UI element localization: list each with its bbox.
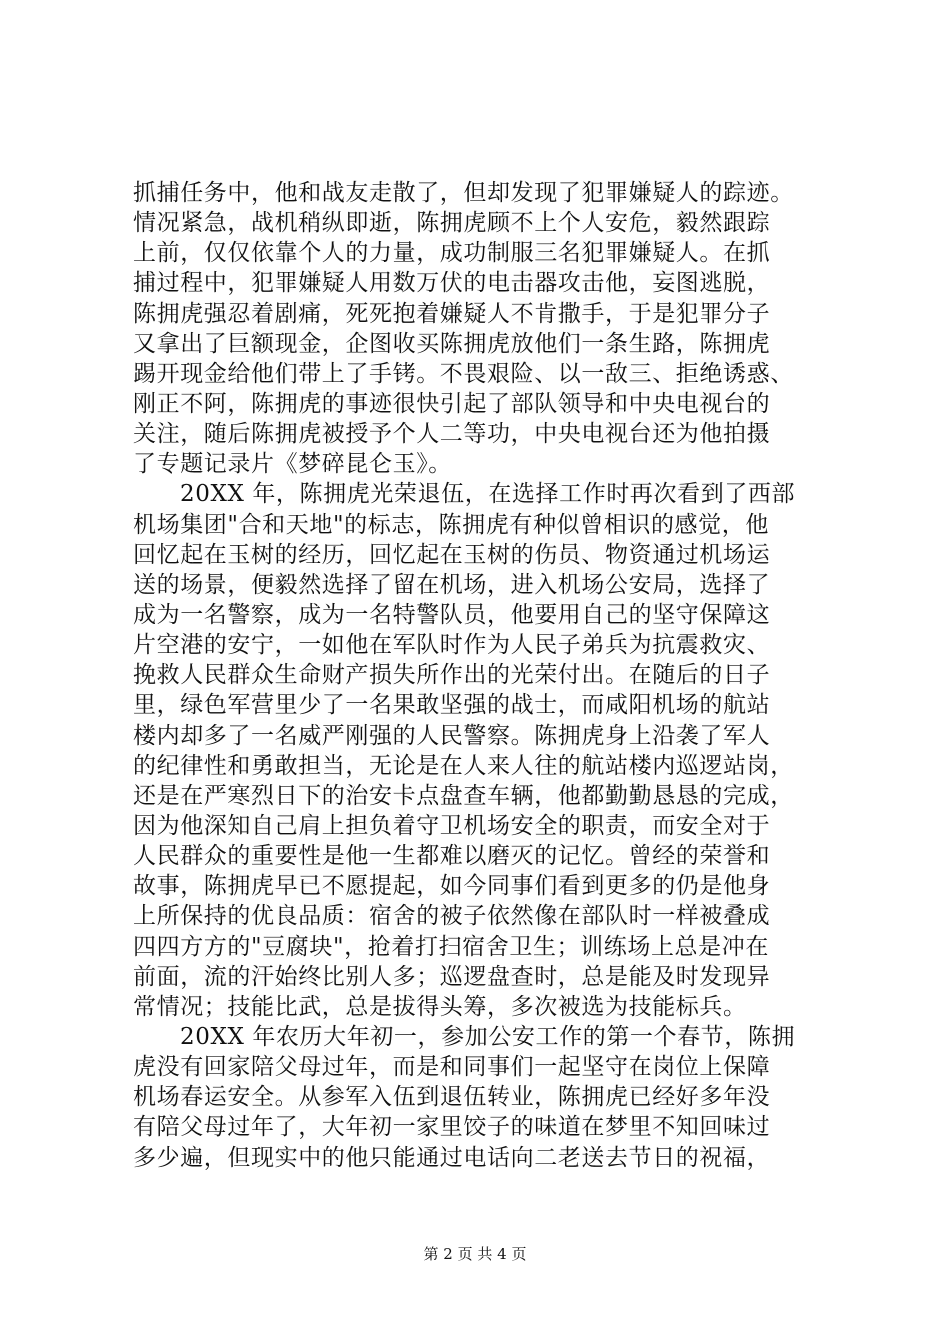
text-line: 关注，随后陈拥虎被授予个人二等功，中央电视台还为他拍摄 xyxy=(133,421,771,448)
text-line: 的纪律性和勇敢担当，无论是在人来人往的航站楼内巡逻站岗， xyxy=(133,752,794,779)
text-line: 有陪父母过年了，大年初一家里饺子的味道在梦里不知回味过 xyxy=(133,1114,771,1141)
text-line: 踢开现金给他们带上了手铐。不畏艰险、以一敌三、拒绝诱惑、 xyxy=(133,360,794,387)
text-line: 四四方方的"豆腐块"，抢着打扫宿舍卫生；训练场上总是冲在 xyxy=(133,933,769,960)
text-line: 上所保持的优良品质：宿舍的被子依然像在部队时一样被叠成 xyxy=(133,903,771,930)
text-line: 里，绿色军营里少了一名果敢坚强的战士，而咸阳机场的航站 xyxy=(133,692,771,719)
text-line: 还是在严寒烈日下的治安卡点盘查车辆，他都勤勤恳恳的完成， xyxy=(133,782,794,809)
text-line: 前面，流的汗始终比别人多；巡逻盘查时，总是能及时发现异 xyxy=(133,963,771,990)
text-line: 因为他深知自己肩上担负着守卫机场安全的职责，而安全对于 xyxy=(133,812,771,839)
text-line: 刚正不阿，陈拥虎的事迹很快引起了部队领导和中央电视台的 xyxy=(133,390,771,417)
text-line: 送的场景，便毅然选择了留在机场，进入机场公安局，选择了 xyxy=(133,571,771,598)
text-line: 片空港的安宁，一如他在军队时作为人民子弟兵为抗震救灾、 xyxy=(133,632,771,659)
text-line: 上前，仅仅依靠个人的力量，成功制服三名犯罪嫌疑人。在抓 xyxy=(133,240,771,267)
text-line: 回忆起在玉树的经历，回忆起在玉树的伤员、物资通过机场运 xyxy=(133,541,771,568)
text-line: 机场集团"合和天地"的标志，陈拥虎有种似曾相识的感觉，他 xyxy=(133,511,769,538)
text-line: 机场春运安全。从参军入伍到退伍转业，陈拥虎已经好多年没 xyxy=(133,1084,771,1111)
text-line: 人民群众的重要性是他一生都难以磨灭的记忆。曾经的荣誉和 xyxy=(133,843,771,870)
text-line: 故事，陈拥虎早已不愿提起，如今同事们看到更多的仍是他身 xyxy=(133,873,771,900)
text-line: 陈拥虎强忍着剧痛，死死抱着嫌疑人不肯撒手，于是犯罪分子 xyxy=(133,300,771,327)
text-line: 又拿出了巨额现金，企图收买陈拥虎放他们一条生路，陈拥虎 xyxy=(133,330,771,357)
page-footer: 第 2 页 共 4 页 xyxy=(423,1245,527,1263)
text-line: 常情况；技能比武，总是拔得头筹，多次被选为技能标兵。 xyxy=(133,993,747,1020)
text-line: 楼内却多了一名威严刚强的人民警察。陈拥虎身上沿袭了军人 xyxy=(133,722,771,749)
text-line: 捕过程中，犯罪嫌疑人用数万伏的电击器攻击他，妄图逃脱， xyxy=(133,270,771,297)
text-line: 情况紧急，战机稍纵即逝，陈拥虎顾不上个人安危，毅然跟踪 xyxy=(133,210,771,237)
text-line: 虎没有回家陪父母过年，而是和同事们一起坚守在岗位上保障 xyxy=(133,1054,771,1081)
text-line: 20XX 年，陈拥虎光荣退伍，在选择工作时再次看到了西部 xyxy=(180,481,796,508)
text-line: 20XX 年农历大年初一，参加公安工作的第一个春节，陈拥 xyxy=(180,1023,796,1050)
text-line: 了专题记录片《梦碎昆仑玉》。 xyxy=(133,451,452,478)
body-text xyxy=(133,178,833,1173)
text-line: 挽救人民群众生命财产损失所作出的光荣付出。在随后的日子 xyxy=(133,662,771,689)
text-line: 抓捕任务中，他和战友走散了，但却发现了犯罪嫌疑人的踪迹。 xyxy=(133,180,794,206)
text-line: 成为一名警察，成为一名特警队员，他要用自己的坚守保障这 xyxy=(133,601,771,628)
text-line: 多少遍，但现实中的他只能通过电话向二老送去节日的祝福， xyxy=(133,1144,771,1171)
